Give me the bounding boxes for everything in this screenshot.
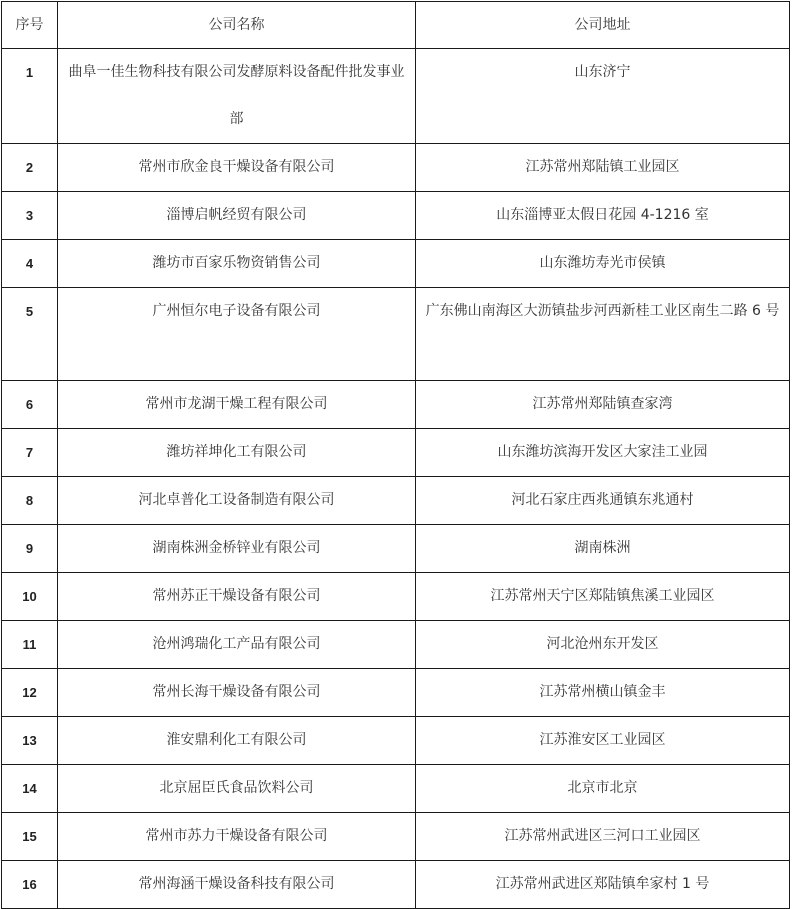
row-company-address: 江苏常州横山镇金丰 [416,669,790,717]
table-row [2,144,790,192]
table-row [2,240,790,288]
row-seq: 3 [2,192,58,240]
row-company-name: 常州市龙湖干燥工程有限公司 [58,381,416,429]
header-row [2,2,790,49]
row-company-address: 广东佛山南海区大沥镇盐步河西新桂工业区南生二路 6 号 [416,288,790,381]
row-company-name: 常州市苏力干燥设备有限公司 [58,813,416,861]
row-company-address: 湖南株洲 [416,525,790,573]
row-seq: 10 [2,573,58,621]
row-company-address: 山东淄博亚太假日花园 4-1216 室 [416,192,790,240]
row-company-name: 潍坊市百家乐物资销售公司 [58,240,416,288]
table-row [2,861,790,909]
row-company-address: 江苏常州天宁区郑陆镇焦溪工业园区 [416,573,790,621]
table-row [2,765,790,813]
table-row [2,525,790,573]
row-company-address: 河北石家庄西兆通镇东兆通村 [416,477,790,525]
table-row [2,49,790,144]
header-seq: 序号 [2,2,58,49]
row-seq: 11 [2,621,58,669]
row-company-name: 河北卓普化工设备制造有限公司 [58,477,416,525]
row-seq: 14 [2,765,58,813]
company-table [1,1,790,909]
row-company-name: 常州市欣金良干燥设备有限公司 [58,144,416,192]
row-company-address: 北京市北京 [416,765,790,813]
table-row [2,381,790,429]
row-company-name: 淮安鼎利化工有限公司 [58,717,416,765]
row-seq: 7 [2,429,58,477]
row-seq: 6 [2,381,58,429]
table-row [2,669,790,717]
row-company-name: 潍坊祥坤化工有限公司 [58,429,416,477]
row-seq: 16 [2,861,58,909]
row-company-address: 河北沧州东开发区 [416,621,790,669]
table-row [2,573,790,621]
row-seq: 4 [2,240,58,288]
row-company-name: 广州恒尔电子设备有限公司 [58,288,416,381]
row-company-address: 山东潍坊滨海开发区大家洼工业园 [416,429,790,477]
table-row [2,621,790,669]
row-company-name: 北京屈臣氏食品饮料公司 [58,765,416,813]
row-company-address: 山东潍坊寿光市侯镇 [416,240,790,288]
row-company-name: 常州海涵干燥设备科技有限公司 [58,861,416,909]
row-company-address: 江苏常州郑陆镇工业园区 [416,144,790,192]
row-company-name: 沧州鸿瑞化工产品有限公司 [58,621,416,669]
row-seq: 9 [2,525,58,573]
row-company-address: 江苏常州郑陆镇查家湾 [416,381,790,429]
row-company-address: 山东济宁 [416,49,790,144]
table-row [2,477,790,525]
row-company-name: 常州长海干燥设备有限公司 [58,669,416,717]
row-company-name: 淄博启帆经贸有限公司 [58,192,416,240]
row-seq: 8 [2,477,58,525]
table-row [2,192,790,240]
row-company-address: 江苏常州武进区三河口工业园区 [416,813,790,861]
row-company-name: 曲阜一佳生物科技有限公司发酵原料设备配件批发事业部 [58,49,416,144]
row-company-name: 常州苏正干燥设备有限公司 [58,573,416,621]
row-company-name: 湖南株洲金桥锌业有限公司 [58,525,416,573]
row-seq: 12 [2,669,58,717]
table-row [2,717,790,765]
row-company-address: 江苏常州武进区郑陆镇牟家村 1 号 [416,861,790,909]
header-company-address: 公司地址 [416,2,790,49]
row-seq: 2 [2,144,58,192]
table-row [2,813,790,861]
row-seq: 5 [2,288,58,381]
row-seq: 13 [2,717,58,765]
table-row [2,288,790,381]
table-row [2,429,790,477]
row-seq: 15 [2,813,58,861]
header-company-name: 公司名称 [58,2,416,49]
row-seq: 1 [2,49,58,144]
row-company-address: 江苏淮安区工业园区 [416,717,790,765]
